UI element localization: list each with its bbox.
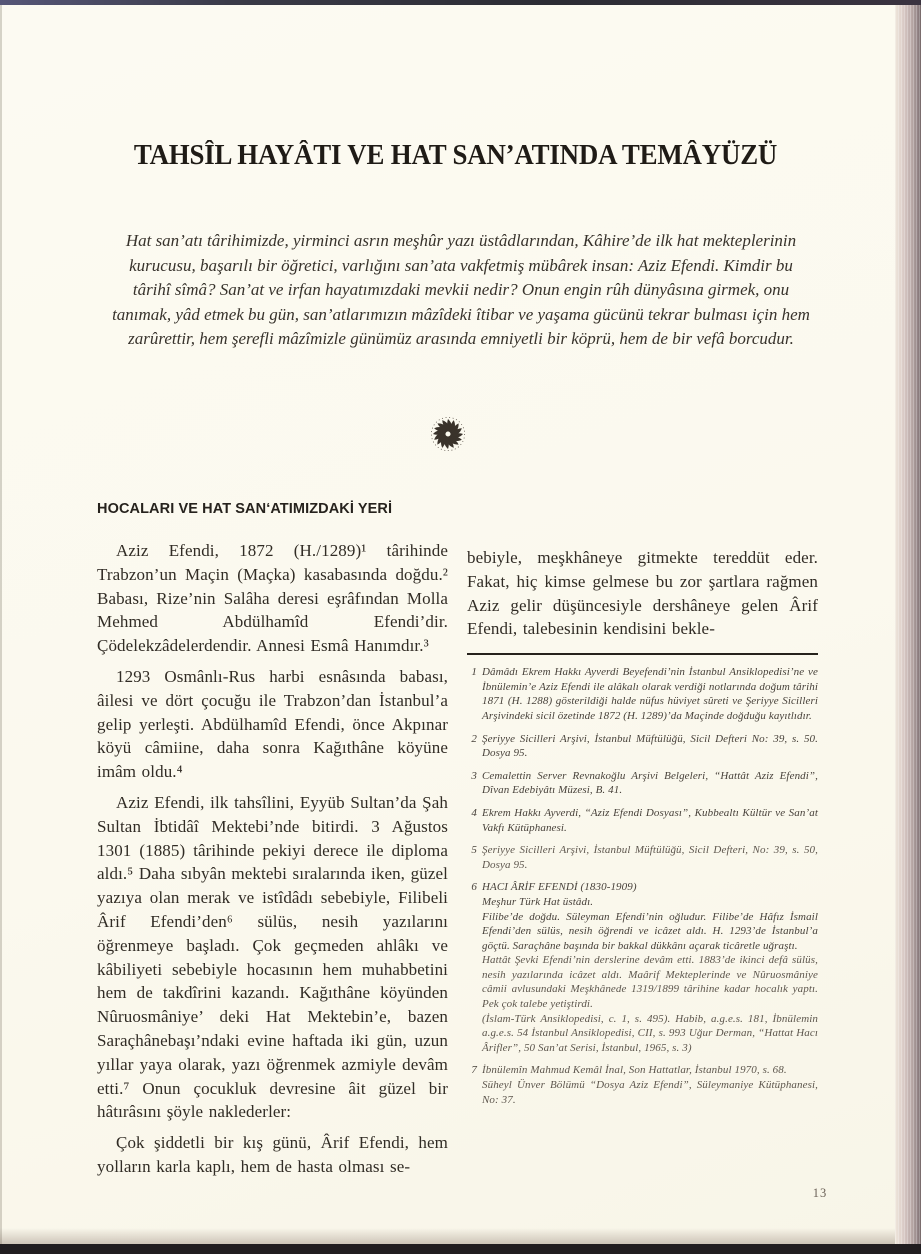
footnote-number: 3 <box>471 769 477 782</box>
footnote-number: 2 <box>471 732 477 745</box>
book-page-edges <box>895 4 921 1245</box>
left-column <box>97 499 448 1186</box>
page-number: 13 <box>812 1186 828 1200</box>
footnote-number: 4 <box>471 806 477 819</box>
footnote <box>467 843 818 872</box>
body-paragraph: 1293 Osmânlı-Rus harbi esnâsında babası, âilesi ve dört çocuğu ile Trabzon’dan İstanbul’a gelip yerleşti. Abdülhamîd Efendi, önce Akpınar köyü câmiine, daha sonra Kağıthâne köyüne imâm oldu.⁴ <box>97 666 448 782</box>
ornament-container <box>0 416 896 452</box>
footnote <box>467 665 818 723</box>
footnote-text: Cemalettin Server Revnakoğlu Arşivi Belgeleri, “Hattât Aziz Efendi”, Dîvan Edebiyâtı Müzesi, B. 41. <box>482 769 818 797</box>
chapter-title: TAHSÎL HAYÂTI VE HAT SAN’ATINDA TEMÂYÜZÜ <box>133 139 778 171</box>
footnote-line: (İslam-Türk Ansiklopedisi, c. 1, s. 495). Habib, a.g.e.s. 181, İbnülemin a.g.e.s. 54 İstanbul Ansiklopedisi, CII, s. 993 Uğur Derman, “Hattat Hacı Ârifler”, 50 San’at Serisi, İstanbul, 1965, s. 3) <box>482 1012 818 1054</box>
footnote-line: Hattât Şevki Efendi’nin derslerine devâm etti. 1883’de ikinci defâ sülüs, nesih yazılarında icâzet aldı. Maârif Mekteplerinde ve Nûruosmâniye câmii avlusundaki Meşkhânede 1319/1899 târihine kadar hocalık yaptı. Pek çok talebe yetiştirdi. <box>482 954 818 1011</box>
footnote-text: Dâmâdı Ekrem Hakkı Ayverdi Beyefendi’nin İstanbul Ansiklopedisi’ne ve İbnülemin’e Aziz Efendi ile alâkalı olarak verdiği notlarında doğum târihi 1871 (H. 1288) gösterildiği halde nüfus hüviyet sûreti ve Şeriyye Sicilleri Arşivindeki sicil özetinde 1872 (H. 1289)’da Maçinde doğduğu kayıtlıdır. <box>482 666 818 722</box>
footnote <box>467 806 818 835</box>
rosette-ornament-icon <box>430 416 466 452</box>
intro-paragraph: Hat san’atı târihimizde, yirminci asrın meşhûr yazı üstâdlarından, Kâhire’de ilk hat mekteplerinin kurucusu, başarılı bir öğretici, varlığını san’ata vakfetmiş mübârek insan: Aziz Efendi. Kimdir bu târihî sîmâ? San’at ve irfan hayatımızdaki mevkii nedir? Onun engin rûh dünyâsına girmek, onu tanımak, yâd etmek bu gün, san’atlarımızın mâzîdeki îtibar ve yaşama gücünü tekrar bulması için hem zarûrettir, hem şerefli mâzîmizle günümüz arasında emniyetli bir köprü, hem de bir vefâ borcudur. <box>112 231 810 348</box>
footnote-line: İbnülemîn Mahmud Kemâl İnal, Son Hattatlar, İstanbul 1970, s. 68. <box>482 1064 787 1077</box>
scan-border-top <box>0 0 921 5</box>
footnote-text <box>482 1063 818 1107</box>
footnote-number: 5 <box>471 844 477 857</box>
two-column-text <box>97 499 818 1186</box>
section-heading: HOCALARI VE HAT SAN‘ATIMIZDAKİ YERİ <box>97 501 393 517</box>
footnote-number: 7 <box>471 1064 477 1077</box>
body-paragraph: Aziz Efendi, 1872 (H./1289)¹ târihinde Trabzon’un Maçin (Maçka) kasabasında doğdu.² Babası, Rize’nin Salâha deresi eşrâfından Molla Mehmed Abdülhamîd Efendi’dir. Çödelekzâdelerdendir. Annesi Esmâ Hanımdır.³ <box>97 541 448 656</box>
footnote-line: Meşhur Türk Hat üstâdı. <box>482 895 594 908</box>
footnote-number: 1 <box>471 666 477 679</box>
footnote-text <box>482 880 818 1055</box>
footnote <box>467 732 818 761</box>
footnote <box>467 1063 818 1107</box>
footnote <box>467 769 818 798</box>
footnote-number: 6 <box>471 881 477 894</box>
footnote-text: Şeriyye Sicilleri Arşivi, İstanbul Müftülüğü, Sicil Defteri, No: 39, s. 50, Dosya 95. <box>482 844 818 871</box>
footnote-text: Ekrem Hakkı Ayverdi, “Aziz Efendi Dosyası”, Kubbealtı Kültür ve San’at Vakfı Kütüphanesi. <box>482 806 818 834</box>
body-paragraph: bebiyle, meşkhâneye gitmekte tereddüt eder. Fakat, hiç kimse gelmese bu zor şartlara rağmen Aziz gelir düşüncesiyle dershâneye gelen Ârif Efendi, talebesinin kendisini bekle- <box>467 548 818 639</box>
body-paragraph: Çok şiddetli bir kış günü, Ârif Efendi, hem yolların karla kaplı, hem de hasta olması se- <box>97 1133 448 1176</box>
footnote-line: Süheyl Ünver Bölümü “Dosya Aziz Efendi”, Süleymaniye Kütüphanesi, No: 37. <box>482 1079 818 1106</box>
right-column <box>467 499 818 1115</box>
scan-left-edge <box>0 5 2 1244</box>
scan-border-bottom <box>0 1244 921 1254</box>
page-bottom-shadow <box>0 1228 897 1244</box>
footnote-line: HACI ÂRİF EFENDİ (1830-1909) <box>482 881 637 894</box>
footnote <box>467 880 818 1055</box>
footnote-text: Şeriyye Sicilleri Arşivi, İstanbul Müftülüğü, Sicil Defteri No: 39, s. 50. Dosya 95. <box>482 732 818 760</box>
footnote-line: Filibe’de doğdu. Süleyman Efendi’nin oğludur. Filibe’de Hâfız İsmail Efendi’den sülüs, nesih öğrendi ve icâzet aldı. H. 1293’de İstanbul’a göçtü. Saraçhâne başında bir bakkal dükkânı açarak ticâretle uğraştı. <box>482 910 818 952</box>
body-paragraph: Aziz Efendi, ilk tahsîlini, Eyyüb Sultan’da Şah Sultan İbtidâî Mektebi’nde bitirdi. 3 Ağustos 1301 (1885) târihinde pekiyi derece ile diploma aldı.⁵ Daha sıbyân mektebi sıralarında iken, güzel yazıya olan merak ve istîdâdı sebebiyle, Filibeli Ârif Efendi’den⁶ sülüs, nesih yazılarını öğrenmeye başladı. Çok geçmeden ahlâkı ve kâbiliyeti sebebiyle hocasının hem muhabbetini hem de takdîrini kazandı. Kağıthâne köyünden Nûruosmâniye’ deki Hat Mektebin’e, bazen Saraçhânebaşı’ndaki evine haftada iki gün, uzun yıllar yaya olarak, yazı öğrenmek azmiyle devâm etti.⁷ Onun çocukluk devresine âit güzel bir hâtırâsını şöyle naklederler: <box>97 792 448 1122</box>
footnote-divider <box>467 653 818 655</box>
